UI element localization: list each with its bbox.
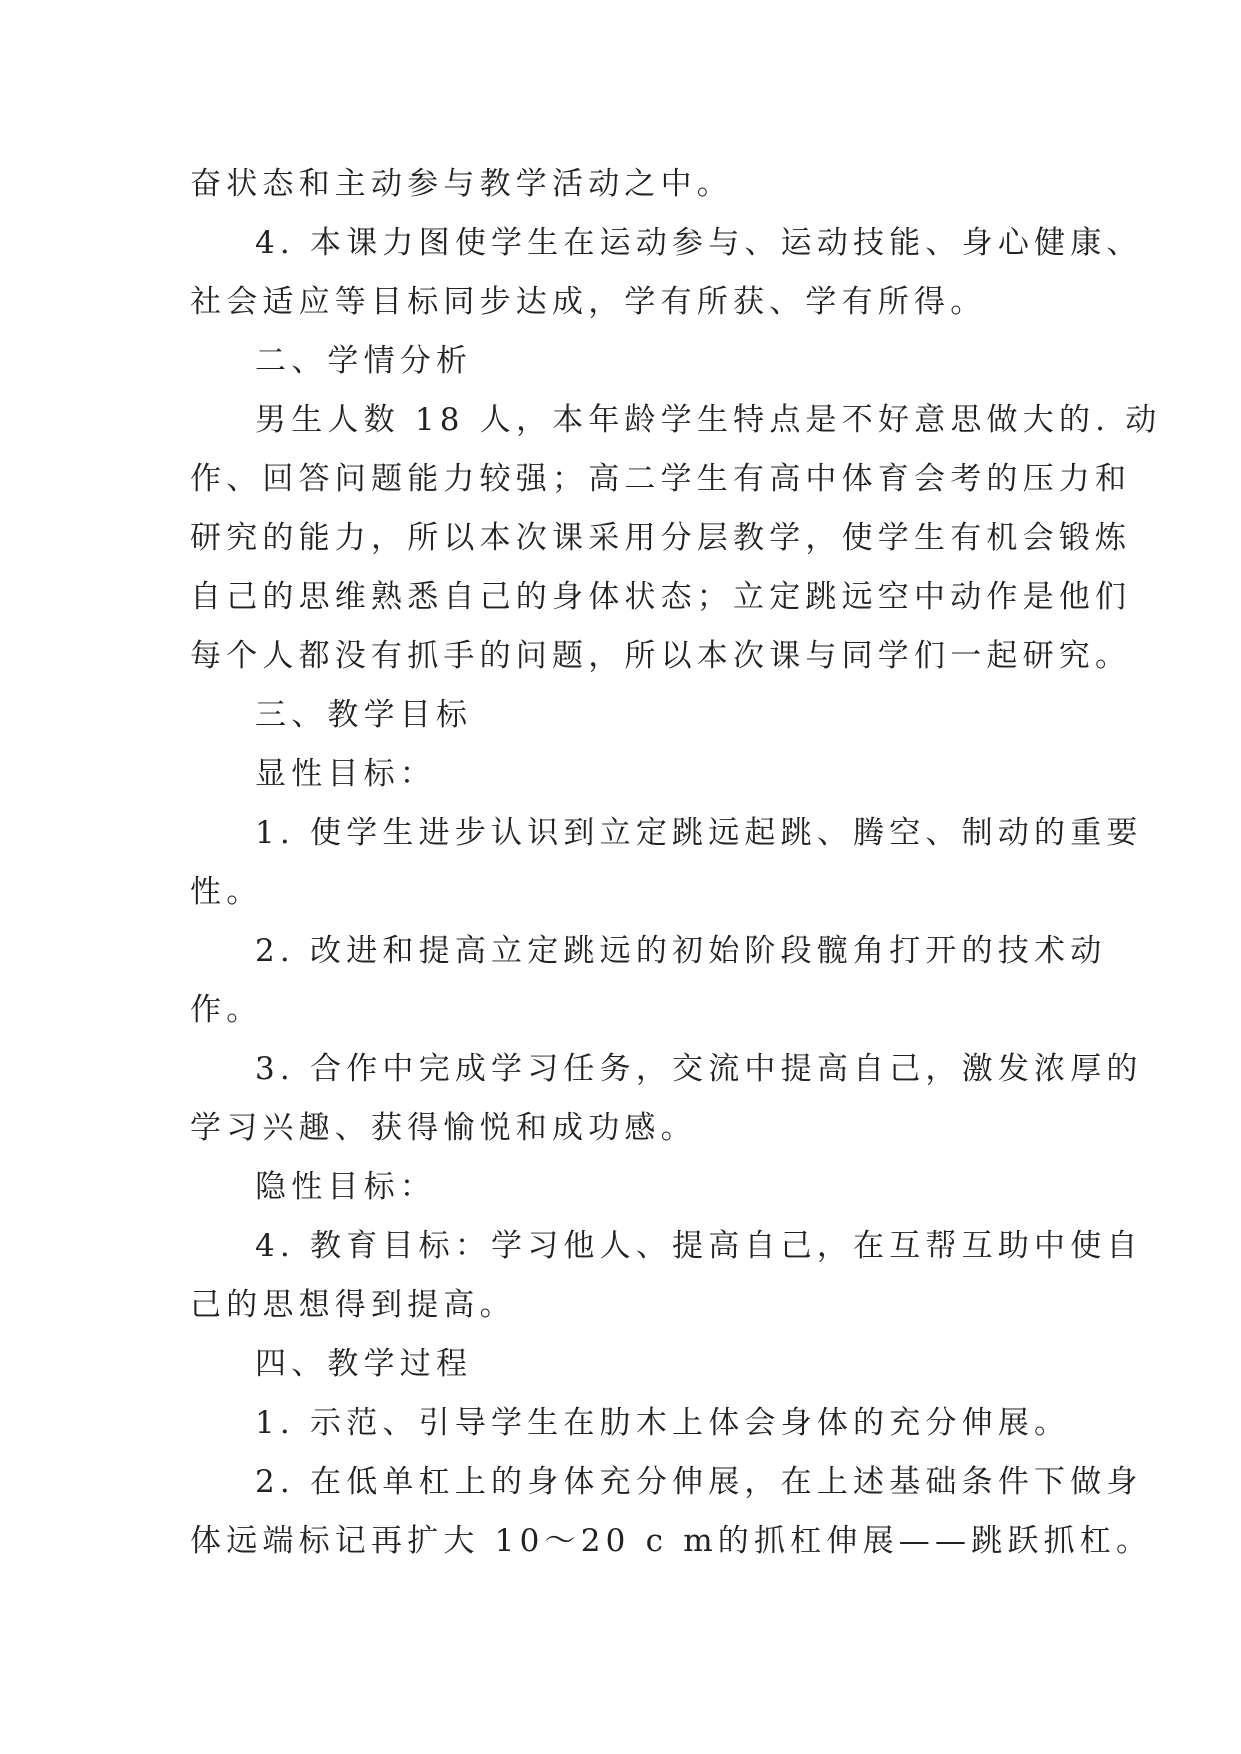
section-heading: 四、教学过程 — [255, 1346, 473, 1382]
paragraph-line: 作、回答问题能力较强；高二学生有高中体育会考的压力和 — [190, 461, 1132, 497]
paragraph-line: 3. 合作中完成学习任务，交流中提高自己，激发浓厚的 — [255, 1051, 1143, 1087]
subheading: 隐性目标： — [255, 1169, 436, 1205]
paragraph-line: 作。 — [190, 992, 263, 1028]
paragraph-line: 研究的能力，所以本次课采用分层教学，使学生有机会锻炼 — [190, 520, 1132, 556]
section-heading: 三、教学目标 — [255, 697, 473, 733]
paragraph-line: 社会适应等目标同步达成，学有所获、学有所得。 — [190, 284, 987, 320]
subheading: 显性目标： — [255, 756, 436, 792]
paragraph-line: 每个人都没有抓手的问题，所以本次课与同学们一起研究。 — [190, 638, 1132, 674]
paragraph-line: 学习兴趣、获得愉悦和成功感。 — [190, 1110, 697, 1146]
paragraph-line: 男生人数 18 人，本年龄学生特点是不好意思做大的. 动 — [255, 402, 1162, 438]
paragraph-line: 性。 — [190, 874, 263, 910]
paragraph-line: 1. 使学生进步认识到立定跳远起跳、腾空、制动的重要 — [255, 815, 1143, 851]
paragraph-line: 4. 本课力图使学生在运动参与、运动技能、身心健康、 — [255, 225, 1143, 261]
paragraph-line: 1. 示范、引导学生在肋木上体会身体的充分伸展。 — [255, 1405, 1071, 1441]
paragraph-line: 奋状态和主动参与教学活动之中。 — [190, 166, 733, 202]
paragraph-line: 自己的思维熟悉自己的身体状态；立定跳远空中动作是他们 — [190, 579, 1132, 615]
paragraph-line: 2. 改进和提高立定跳远的初始阶段髋角打开的技术动 — [255, 933, 1107, 969]
paragraph-line: 4. 教育目标：学习他人、提高自己，在互帮互助中使自 — [255, 1228, 1143, 1264]
paragraph-line: 2. 在低单杠上的身体充分伸展，在上述基础条件下做身 — [255, 1464, 1143, 1500]
section-heading: 二、学情分析 — [255, 343, 473, 379]
paragraph-line: 己的思想得到提高。 — [190, 1287, 516, 1323]
paragraph-line: 体远端标记再扩大 10～20 c m的抓杠伸展——跳跃抓杠。 — [190, 1523, 1153, 1559]
